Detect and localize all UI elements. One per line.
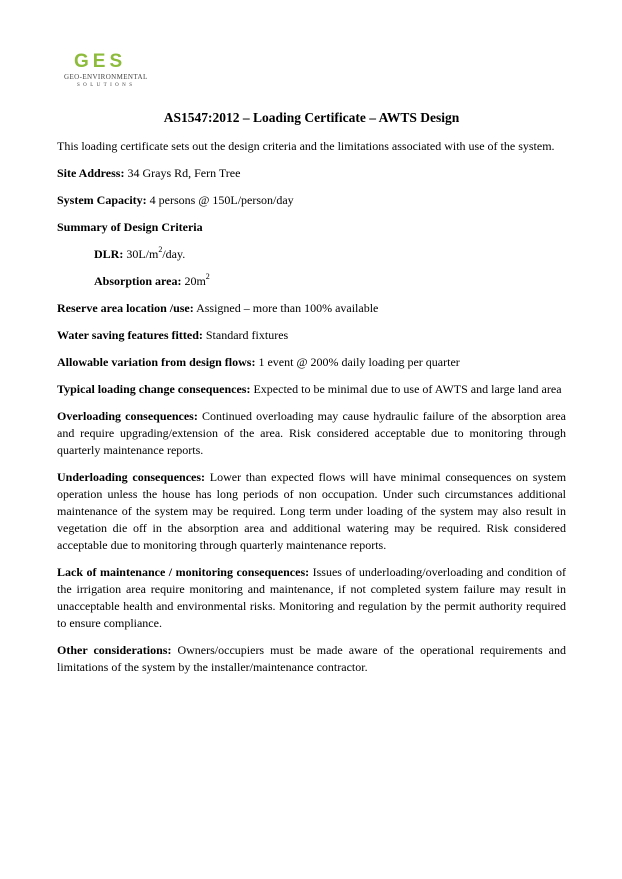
- logo-tagline-1: GEO-ENVIRONMENTAL: [64, 73, 148, 81]
- reserve-area-label: Reserve area location /use:: [57, 301, 194, 315]
- logo-tagline-2: SOLUTIONS: [77, 83, 136, 88]
- overloading-row: [57, 408, 566, 459]
- other-considerations-label: Other considerations:: [57, 643, 172, 657]
- lack-of-maintenance-row: [57, 564, 566, 632]
- lack-of-maintenance-label: Lack of maintenance / monitoring consequences:: [57, 565, 310, 579]
- site-address-row: [57, 165, 566, 182]
- absorption-area-value-superscript: 2: [205, 272, 210, 281]
- water-saving-value: Standard fixtures: [205, 328, 289, 342]
- dlr-row: [57, 246, 566, 263]
- dlr-value-suffix: /day.: [162, 247, 186, 261]
- overloading-value: Continued overloading may cause hydraulic failure of the absorption area and require upgrading/extension of the area. Risk considered acceptable due to monitoring through quarterly maintenance reports.: [57, 409, 567, 457]
- absorption-area-value-base: 20m: [184, 274, 206, 288]
- dlr-value-superscript: 2: [158, 245, 163, 254]
- underloading-label: Underloading consequences:: [57, 470, 206, 484]
- absorption-area-row: [57, 273, 566, 290]
- reserve-area-value: Assigned – more than 100% available: [196, 301, 379, 315]
- system-capacity-value: 4 persons @ 150L/person/day: [149, 193, 294, 207]
- water-saving-label: Water saving features fitted:: [57, 328, 203, 342]
- typical-loading-row: [57, 381, 566, 398]
- allowable-variation-row: [57, 354, 566, 371]
- lack-of-maintenance-value: Issues of underloading/overloading and condition of the irrigation area require monitoring and maintenance, if not completed system failure may result in unacceptable health and environmental risks. Monitoring and regulation by the permit authority required to ensure compliance.: [57, 565, 567, 630]
- summary-heading: Summary of Design Criteria: [57, 220, 203, 234]
- intro-paragraph: This loading certificate sets out the design criteria and the limitations associated with use of the system.: [57, 139, 555, 153]
- document-title: AS1547:2012 – Loading Certificate – AWTS Design: [163, 110, 460, 125]
- other-considerations-value: Owners/occupiers must be made aware of the operational requirements and limitations of the system by the installer/maintenance contractor.: [57, 643, 567, 674]
- logo-mark: GES: [74, 51, 127, 72]
- system-capacity-row: [57, 192, 566, 209]
- dlr-label: DLR:: [94, 247, 124, 261]
- company-logo: [64, 52, 164, 96]
- site-address-value: 34 Grays Rd, Fern Tree: [127, 166, 241, 180]
- other-considerations-row: [57, 642, 566, 676]
- absorption-area-label: Absorption area:: [94, 274, 182, 288]
- overloading-label: Overloading consequences:: [57, 409, 198, 423]
- site-address-label: Site Address:: [57, 166, 125, 180]
- typical-loading-label: Typical loading change consequences:: [57, 382, 251, 396]
- reserve-area-row: [57, 300, 566, 317]
- dlr-value-base: 30L/m: [126, 247, 159, 261]
- underloading-row: [57, 469, 566, 554]
- typical-loading-value: Expected to be minimal due to use of AWTS and large land area: [253, 382, 562, 396]
- water-saving-row: [57, 327, 566, 344]
- allowable-variation-value: 1 event @ 200% daily loading per quarter: [258, 355, 460, 369]
- certificate-body: [57, 109, 566, 686]
- system-capacity-label: System Capacity:: [57, 193, 147, 207]
- underloading-value: Lower than expected flows will have minimal consequences on system operation unless the house has long periods of non occupation. Under such circumstances additional maintenance of the system may be required. Long term under loading of the system may also result in vegetation die off in the absorption area and additional watering may be required. Risk considered acceptable due to monitoring through quarterly maintenance reports.: [57, 470, 567, 552]
- allowable-variation-label: Allowable variation from design flows:: [57, 355, 256, 369]
